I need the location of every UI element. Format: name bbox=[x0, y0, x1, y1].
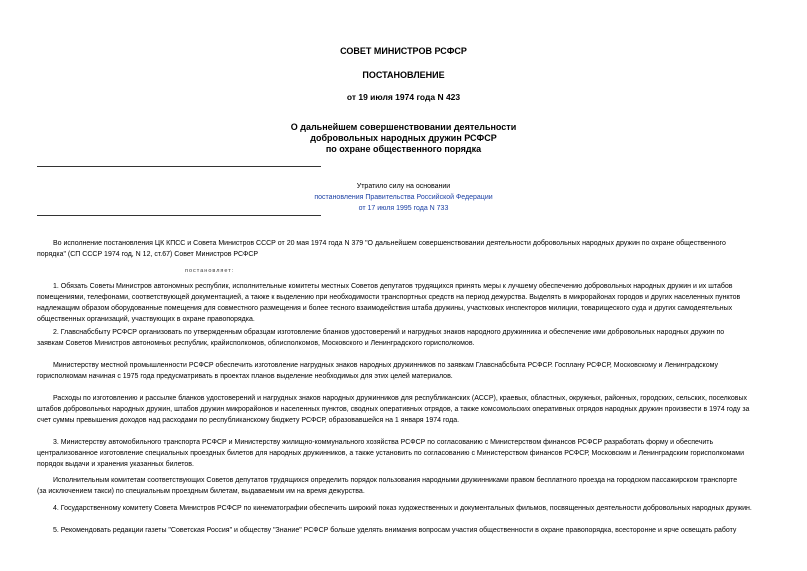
body-paragraph bbox=[53, 503, 771, 514]
body-paragraph bbox=[37, 437, 771, 470]
text-line: 2. Главснабсбыту РСФСР организовать по утвержденным образцам изготовление бланков удостоверений и нагрудных знаков народного дружинника и обеспечение ими добровольных народных дружин по bbox=[53, 329, 725, 336]
text-line: счет суммы превышения доходов над расходами по республиканскому бюджету РСФСР, образовавшейся на 1 января 1974 года. bbox=[37, 417, 460, 424]
text-line: 1. Обязать Советы Министров автономных республик, исполнительные комитеты местных Советов депутатов трудящихся принять меры к лучшему обеспечению добровольных народных дружин и их штабов bbox=[53, 283, 733, 290]
text-line: централизованное изготовление специальных проездных билетов для народных дружинников, а также установить по согласованию с Министерством финансов РСФСР, Московским и Ленинградским горисполкомами bbox=[37, 450, 745, 457]
text-line: порядка" (СП СССР 1974 год, N 12, ст.67) Совет Министров РСФСР bbox=[37, 251, 259, 258]
text-line: 4. Государственному комитету Совета Министров РСФСР по кинематографии обеспечить широкий показ художественных и документальных фильмов, посвященных деятельности добровольных народных дружин. bbox=[53, 505, 752, 512]
text-line: 3. Министерству автомобильного транспорта РСФСР и Министерству жилищно-коммунального хозяйства РСФСР по согласованию с Министерством финансов РСФСР разработать форму и обеспечить bbox=[53, 439, 714, 446]
text-line: 5. Рекомендовать редакции газеты "Советская Россия" и обществу "Знание" РСФСР больше уделять внимания вопросам участия общественности в охране правопорядка, всесторонне и ярче освещать работу bbox=[53, 527, 737, 534]
body-paragraph bbox=[37, 475, 771, 497]
text-line: (за исключением такси) по специальным проездным билетам, выдаваемым им на время дежурства. bbox=[37, 488, 365, 495]
text-line: Исполнительным комитетам соответствующих Советов депутатов трудящихся определить порядок пользования народными дружинниками правом бесплатного проезда на городском пассажирском транспорте bbox=[53, 477, 738, 484]
text-line: горисполкомам начиная с 1975 года предусматривать в проектах планов выделение необходимых для этих целей материалов. bbox=[37, 373, 453, 380]
repeal-link[interactable]: постановления Правительства Российской Федерации bbox=[314, 194, 493, 201]
text-line: помещениями, телефонами, соответствующей документацией, а также к выделению при необходимости транспортных средств на период дежурства. Выделять в микрорайонах городов и других населенных пунктов bbox=[37, 294, 741, 301]
document-type-heading: ПОСТАНОВЛЕНИЕ bbox=[362, 70, 445, 80]
title-line: О дальнейшем совершенствовании деятельности bbox=[290, 122, 517, 132]
body-paragraph bbox=[37, 360, 771, 382]
text-line: заявкам Советов Министров автономных республик, крайисполкомов, облисполкомов, Московского и Ленинградского горисполкомов. bbox=[37, 340, 475, 347]
repeal-notice bbox=[0, 181, 807, 214]
text-line: порядок выдачи и хранения указанных билетов. bbox=[37, 461, 194, 468]
text-line: Министерству местной промышленности РСФСР обеспечить изготовление нагрудных знаков народных дружинников по заявкам Главснабсбыта РСФСР. Госплану РСФСР, Московскому и Ленинградскому bbox=[53, 362, 718, 369]
text-line: общественных организаций, участвующих в охране правопорядка. bbox=[37, 316, 255, 323]
text-line: Во исполнение постановления ЦК КПСС и Совета Министров СССР от 20 мая 1974 года N 379 "О дальнейшем совершенствовании деятельности добровольных народных дружин по охране общественного bbox=[53, 240, 726, 247]
intro-paragraph bbox=[37, 238, 771, 260]
body-paragraph bbox=[37, 281, 771, 325]
divider-bottom bbox=[37, 215, 321, 216]
text-line: надлежащим образом оборудованные помещения для совместного размещения и более тесного взаимодействия штаба дружины, участковых инспекторов милиции, товарищеского суда и других самодеятельных bbox=[37, 305, 733, 312]
repeal-link-date[interactable]: от 17 июля 1995 года N 733 bbox=[358, 205, 449, 212]
body-paragraph bbox=[53, 525, 771, 536]
issuer-heading: СОВЕТ МИНИСТРОВ РСФСР bbox=[340, 46, 467, 56]
text-line: штабов добровольных народных дружин, штабов дружин микрорайонов и населенных пунктов, сводных оперативных отрядов, а также комсомольских оперативных отрядов народных дружин произвести в 1974 году за bbox=[37, 406, 750, 413]
text-line: Расходы по изготовлению и рассылке бланков удостоверений и нагрудных знаков народных дружинников для республиканских (АССР), краевых, областных, окружных, районных, городских, сельских, поселковых bbox=[53, 395, 748, 402]
body-paragraph bbox=[37, 327, 771, 349]
divider-top bbox=[37, 166, 321, 167]
decree-word: постановляет: bbox=[185, 268, 235, 274]
date-number-heading: от 19 июля 1974 года N 423 bbox=[346, 92, 461, 102]
document-title bbox=[0, 122, 807, 155]
body-paragraph bbox=[37, 393, 771, 426]
title-line: по охране общественного порядка bbox=[325, 144, 482, 154]
repeal-text: Утратило силу на основании bbox=[356, 183, 451, 190]
title-line: добровольных народных дружин РСФСР bbox=[310, 133, 497, 143]
